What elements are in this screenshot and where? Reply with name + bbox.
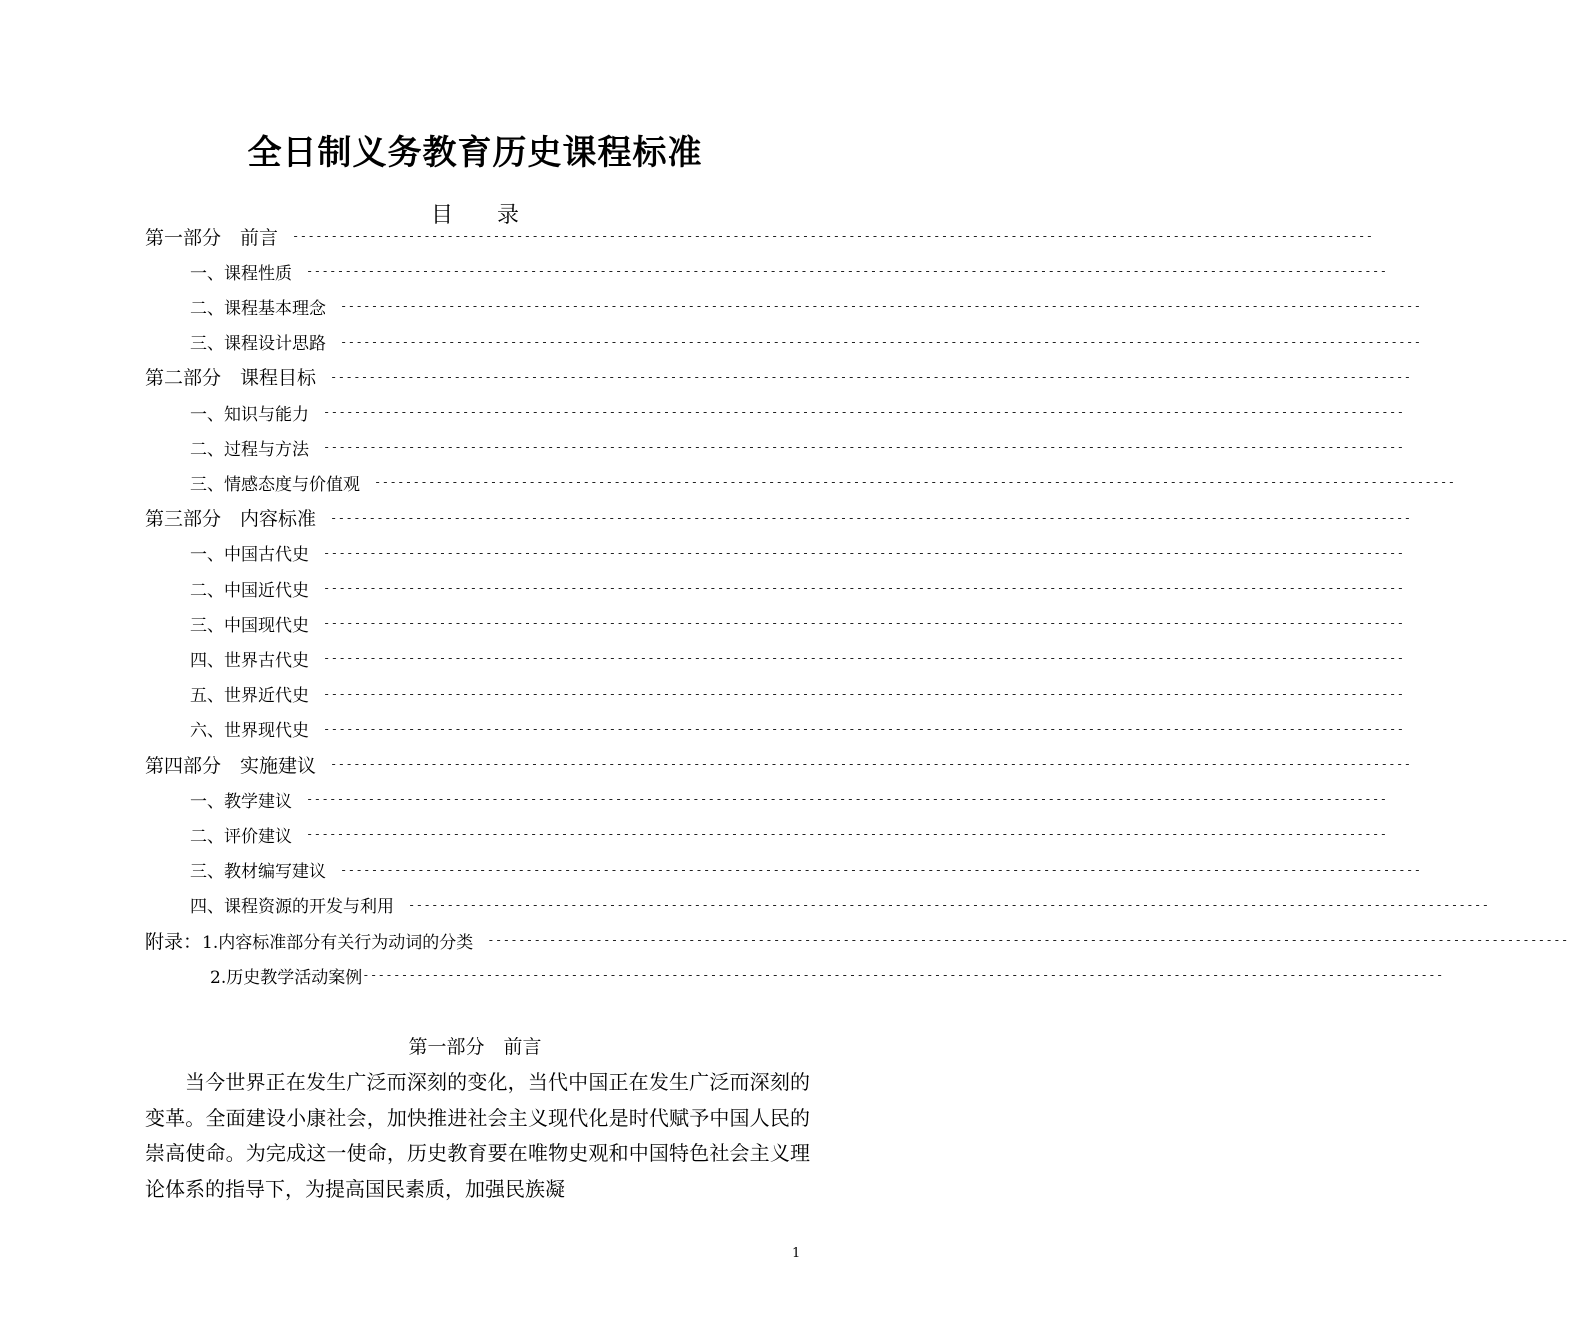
toc-entry-label: 三、教材编写建议 bbox=[190, 862, 326, 883]
toc-sub-entry bbox=[190, 819, 1388, 849]
toc-entry-label: 二、课程基本理念 bbox=[190, 298, 326, 319]
toc-entry-label: 第三部分 内容标准 bbox=[145, 508, 317, 531]
toc-leader-dashes: -------------------------------------------------------------------------------------------------------------------------------------------- bbox=[306, 827, 1388, 842]
toc-sub-entry bbox=[190, 608, 1405, 638]
toc-heading-char-2: 录 bbox=[497, 203, 520, 228]
toc-entry-label: 二、评价建议 bbox=[190, 826, 292, 847]
appendix-prefix: 附录： bbox=[145, 930, 203, 953]
toc-leader-dashes: -------------------------------------------------------------------------------------------------------------------------------------------- bbox=[292, 229, 1374, 243]
toc-entry-label: 三、情感态度与价值观 bbox=[190, 474, 360, 495]
toc-leader-dashes: -------------------------------------------------------------------------------------------------------------------------------------------- bbox=[306, 792, 1388, 807]
appendix-item-text: 1.内容标准部分有关行为动词的分类 bbox=[202, 932, 474, 953]
toc-leader-dashes: -------------------------------------------------------------------------------------------------------------------------------------------- bbox=[323, 616, 1405, 631]
toc-leader-dashes: -------------------------------------------------------------------------------------------------------------------------------------------- bbox=[408, 897, 1490, 912]
toc-appendix-label bbox=[210, 963, 362, 988]
toc-leader-dashes: -------------------------------------------------------------------------------------------------------------------------------------------- bbox=[323, 721, 1405, 736]
toc-sub-entry bbox=[190, 890, 1490, 920]
toc-appendix-entry bbox=[145, 925, 1569, 955]
toc-leader-dashes: -------------------------------------------------------------------------------------------------------------------------------------------- bbox=[374, 475, 1456, 490]
toc-sub-entry bbox=[190, 573, 1405, 603]
toc-entry-label: 三、中国现代史 bbox=[190, 615, 309, 636]
toc-leader-dashes: -------------------------------------------------------------------------------------------------------------------------------------------- bbox=[323, 651, 1405, 666]
toc-leader-dashes: -------------------------------------------------------------------------------------------------------------------------------------------- bbox=[487, 933, 1569, 947]
toc-sub-entry bbox=[190, 714, 1405, 744]
toc-sub-entry bbox=[190, 256, 1388, 286]
toc-entry-label: 四、课程资源的开发与利用 bbox=[190, 897, 394, 918]
toc-leader-dashes: -------------------------------------------------------------------------------------------------------------------------------------------- bbox=[323, 405, 1405, 419]
toc-entry-label: 五、世界近代史 bbox=[190, 686, 309, 707]
toc-entry-label: 一、知识与能力 bbox=[190, 404, 309, 425]
toc-part-entry bbox=[145, 221, 1374, 251]
toc-entry-label: 第四部分 实施建议 bbox=[145, 754, 317, 777]
toc-sub-entry bbox=[190, 467, 1456, 497]
toc-sub-entry bbox=[190, 784, 1388, 814]
toc-appendix-entry bbox=[210, 960, 1444, 990]
toc-entry-label: 六、世界现代史 bbox=[190, 721, 309, 742]
toc-entry-label: 二、过程与方法 bbox=[190, 439, 309, 460]
toc-leader-dashes: -------------------------------------------------------------------------------------------------------------------------------------------- bbox=[330, 510, 1412, 525]
toc-sub-entry bbox=[190, 291, 1422, 321]
toc-part-entry bbox=[145, 362, 1412, 392]
toc-sub-entry bbox=[190, 679, 1405, 709]
toc-entry-label: 第一部分 前言 bbox=[145, 226, 279, 249]
toc-sub-entry bbox=[190, 432, 1405, 462]
toc-leader-dashes: -------------------------------------------------------------------------------------------------------------------------------------------- bbox=[362, 968, 1444, 983]
toc-leader-dashes: -------------------------------------------------------------------------------------------------------------------------------------------- bbox=[330, 369, 1412, 384]
toc-entry-label: 二、中国近代史 bbox=[190, 580, 309, 601]
toc-heading-char-1: 目 bbox=[430, 203, 453, 228]
toc-leader-dashes: -------------------------------------------------------------------------------------------------------------------------------------------- bbox=[306, 264, 1388, 279]
toc-entry-label: 一、课程性质 bbox=[190, 263, 292, 284]
toc-leader-dashes: -------------------------------------------------------------------------------------------------------------------------------------------- bbox=[323, 440, 1405, 455]
toc-leader-dashes: -------------------------------------------------------------------------------------------------------------------------------------------- bbox=[340, 334, 1422, 349]
toc-entry-label: 一、中国古代史 bbox=[190, 545, 309, 566]
toc-entry-label: 四、世界古代史 bbox=[190, 650, 309, 671]
toc-entry-label: 三、课程设计思路 bbox=[190, 334, 326, 355]
toc-sub-entry bbox=[190, 643, 1405, 673]
page-number: 1 bbox=[792, 1246, 801, 1261]
toc-sub-entry bbox=[190, 397, 1405, 427]
toc-part-entry bbox=[145, 503, 1412, 533]
toc-leader-dashes: -------------------------------------------------------------------------------------------------------------------------------------------- bbox=[340, 299, 1422, 314]
toc-leader-dashes: -------------------------------------------------------------------------------------------------------------------------------------------- bbox=[340, 862, 1422, 877]
toc-entry-label: 第二部分 课程目标 bbox=[145, 367, 317, 390]
document-title: 全日制义务教育历史课程标准 bbox=[247, 133, 703, 173]
toc-leader-dashes: -------------------------------------------------------------------------------------------------------------------------------------------- bbox=[323, 581, 1405, 595]
body-paragraph: 当今世界正在发生广泛而深刻的变化，当代中国正在发生广泛而深刻的变革。全面建设小康社会，加快推进社会主义现代化是时代赋予中国人民的崇高使命。为完成这一使命，历史教育要在唯物史观和中国特色社会主义理论体系的指导下，为提高国民素质，加强民族凝 bbox=[145, 1070, 810, 1201]
toc-part-entry bbox=[145, 749, 1412, 779]
toc-sub-entry bbox=[190, 855, 1422, 885]
toc-leader-dashes: -------------------------------------------------------------------------------------------------------------------------------------------- bbox=[323, 686, 1405, 701]
appendix-item-text: 2.历史教学活动案例 bbox=[210, 967, 363, 988]
toc-sub-entry bbox=[190, 538, 1405, 568]
toc-leader-dashes: -------------------------------------------------------------------------------------------------------------------------------------------- bbox=[323, 545, 1405, 560]
toc-sub-entry bbox=[190, 327, 1422, 357]
toc-entry-label: 一、教学建议 bbox=[190, 791, 292, 812]
section-heading: 第一部分 前言 bbox=[408, 1036, 542, 1058]
toc-leader-dashes: -------------------------------------------------------------------------------------------------------------------------------------------- bbox=[330, 757, 1412, 771]
toc-appendix-label bbox=[145, 927, 473, 954]
